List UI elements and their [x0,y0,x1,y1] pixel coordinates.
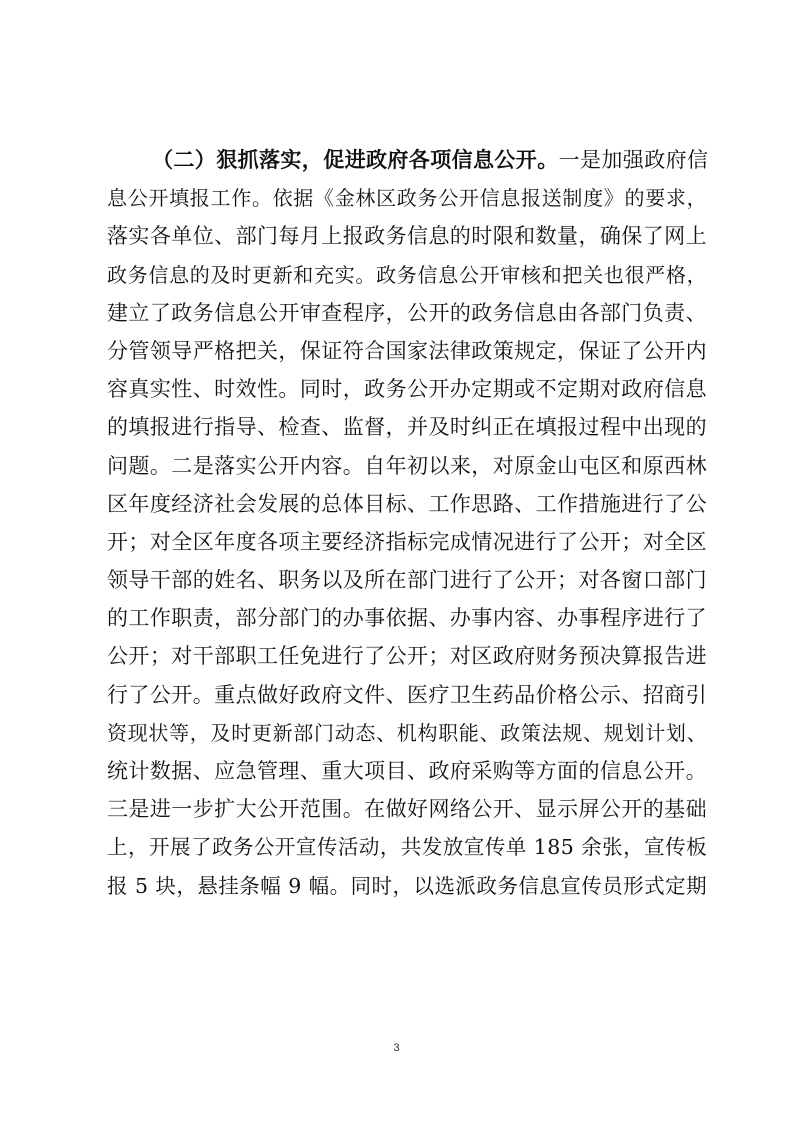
paragraph-line: 领导干部的姓名、职务以及所在部门进行了公开；对各窗口部门 [107,568,707,593]
page-number: 3 [393,1042,400,1054]
paragraph-line: 问题。二是落实公开内容。自年初以来，对原金山屯区和原西林 [107,453,707,478]
paragraph-line: 容真实性、时效性。同时，政务公开办定期或不定期对政府信息 [107,377,707,402]
paragraph-line: 落实各单位、部门每月上报政务信息的时限和数量，确保了网上 [107,224,707,249]
paragraph-line: 资现状等，及时更新部门动态、机构职能、政策法规、规划计划、 [107,720,707,745]
paragraph-line: 三是进一步扩大公开范围。在做好网络公开、显示屏公开的基础 [107,797,707,822]
line-text: 一是加强政府信 [558,148,709,172]
paragraph-line: 统计数据、应急管理、重大项目、政府采购等方面的信息公开。 [107,759,707,783]
paragraph-line: 息公开填报工作。依据《金林区政务公开信息报送制度》的要求， [107,186,707,211]
paragraph-line: 区年度经济社会发展的总体目标、工作思路、工作措施进行了公 [107,491,707,516]
body-paragraph [107,141,707,905]
paragraph-line: 政务信息的及时更新和充实。政务信息公开审核和把关也很严格， [107,262,707,287]
paragraph-line: 行了公开。重点做好政府文件、医疗卫生药品价格公示、招商引 [107,682,707,707]
paragraph-line: 开；对全区年度各项主要经济指标完成情况进行了公开；对全区 [107,529,707,554]
paragraph-line: 报 5 块，悬挂条幅 9 幅。同时，以选派政务信息宣传员形式定期 [107,873,707,898]
paragraph-line: 建立了政务信息公开审查程序，公开的政务信息由各部门负责、 [107,300,707,325]
paragraph-line [107,141,707,179]
section-heading: （二）狠抓落实，促进政府各项信息公开。 [152,148,559,172]
paragraph-line: 分管领导严格把关，保证符合国家法律政策规定，保证了公开内 [107,338,707,363]
paragraph-line: 的工作职责，部分部门的办事依据、办事内容、办事程序进行了 [107,606,707,631]
paragraph-line: 公开；对干部职工任免进行了公开；对区政府财务预决算报告进 [107,644,707,669]
paragraph-line: 上，开展了政务公开宣传活动，共发放宣传单 185 余张，宣传板 [107,835,707,860]
paragraph-line: 的填报进行指导、检查、监督，并及时纠正在填报过程中出现的 [107,415,707,440]
